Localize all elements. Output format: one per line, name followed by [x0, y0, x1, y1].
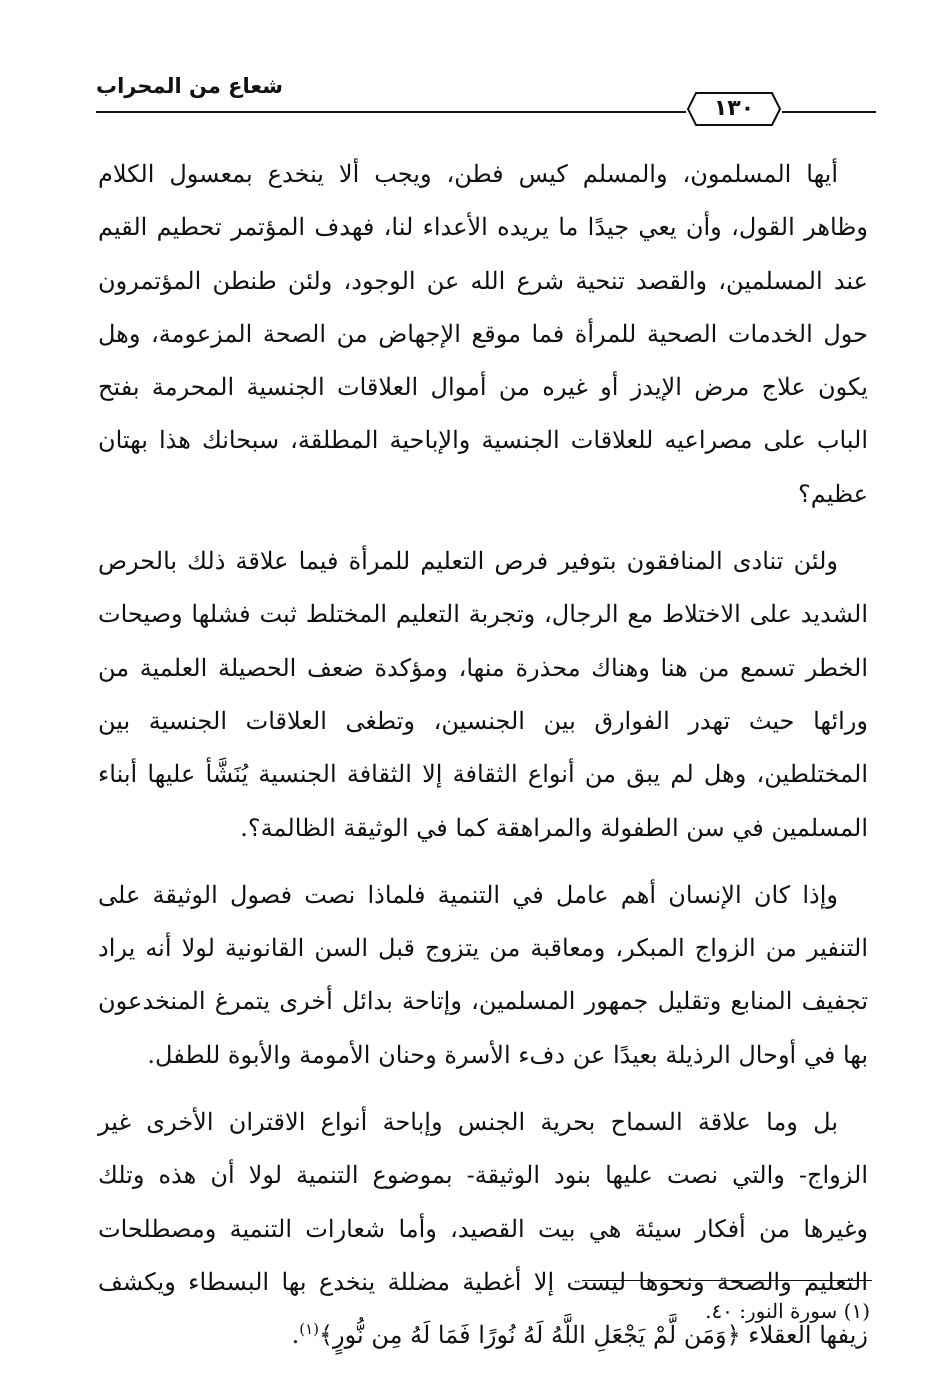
footnote: (١) سورة النور: ٤٠. — [705, 1299, 870, 1323]
page-number: ١٣٠ — [713, 96, 755, 121]
quran-quote: ﴿وَمَن لَّمْ يَجْعَلِ اللَّهُ لَهُ نُورًا فَمَا لَهُ مِن نُّورٍ﴾ — [318, 1321, 741, 1350]
paragraph-4-text: بل وما علاقة السماح بحرية الجنس وإباحة أنواع الاقتران الأخرى غير الزواج- والتي نصت عليها بنود الوثيقة- بموضوع التنمية لولا أن هذه وتلك وغيرها من أفكار سيئة هي بيت القصيد، وأما شعارات التنمية ومصطلحات التعليم والصحة ونحوها ليست إلا أغطية مضللة ينخدع بها البسطاء ويكشف زيفها العقلاء — [98, 1108, 869, 1350]
paragraph-3: وإذا كان الإنسان أهم عامل في التنمية فلماذا نصت فصول الوثيقة على التنفير من الزواج المبكر، ومعاقبة من يتزوج قبل السن القانونية لولا أنه يراد تجفيف المنابع وتقليل جمهور المسلمين، وإتاحة بدائل أخرى يتمرغ المنخدعون بها في أوحال الرذيلة بعيدًا عن دفء الأسرة وحنان الأمومة والأبوة للطفل. — [98, 880, 868, 1069]
paragraph-1: أيها المسلمون، والمسلم كيس فطن، ويجب ألا ينخدع بمعسول الكلام وظاهر القول، وأن يعي جيدًا ما يريده الأعداء لنا، فهدف المؤتمر تحطيم القيم عند المسلمين، والقصد تنحية شرع الله عن الوجود، ولئن طنطن المؤتمرون حول الخدمات الصحية للمرأة فما موقع الإجهاض من الصحة المزعومة، وهل يكون علاج مرض الإيدز أو غيره من أموال العلاقات الجنسية المحرمة بفتح الباب على مصراعيه للعلاقات الجنسية والإباحية المطلقة، سبحانك هذا بهتان عظيم؟ — [98, 160, 868, 508]
main-text — [98, 148, 868, 1377]
book-title: شعاع من المحراب — [96, 74, 283, 98]
page-number-badge — [686, 89, 782, 129]
quote-end: . — [291, 1321, 300, 1350]
footnote-marker: (١) — [299, 1320, 319, 1339]
footnote-rule — [582, 1280, 872, 1281]
paragraph-2: ولئن تنادى المنافقون بتوفير فرص التعليم للمرأة فيما علاقة ذلك بالحرص الشديد على الاختلاط مع الرجال، وتجربة التعليم المختلط ثبت فشلها وصيحات الخطر تسمع من هنا وهناك محذرة منها، ومؤكدة ضعف الحصيلة العلمية من ورائها حيث تهدر الفوارق بين الجنسين، وتطغى العلاقات الجنسية بين المختلطين، وهل لم يبق من أنواع الثقافة إلا الثقافة الجنسية يُنَشَّأ عليها أبناء المسلمين في سن الطفولة والمراهقة كما في الوثيقة الظالمة؟. — [98, 547, 868, 842]
